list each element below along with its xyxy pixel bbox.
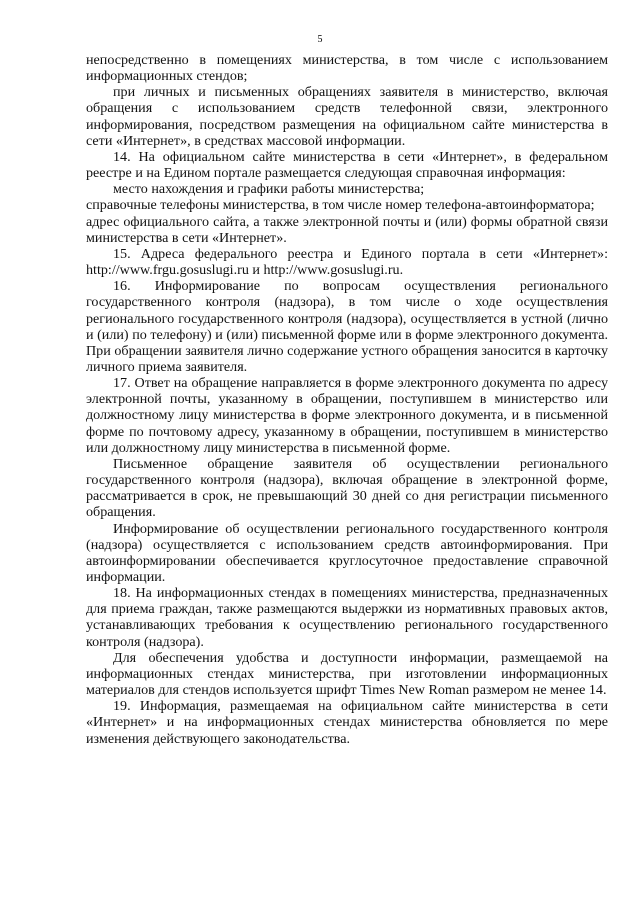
paragraph-6: адрес официального сайта, а также электронной почты и (или) формы обратной связи министерства в сети «Интернет». [86,213,608,246]
paragraph-3-item-14: 14. На официальном сайте министерства в сети «Интернет», в федеральном реестре и на Едином портале размещается следующая справочная информация: [86,148,608,182]
paragraph-13: Для обеспечения удобства и доступности информации, размещаемой на информационных стендах министерства, при изготовлении информационных материалов для стендов используется шрифт Times New Roman размером не менее 14. [86,649,608,699]
paragraph-14-item-19: 19. Информация, размещаемая на официальном сайте министерства в сети «Интернет» и на информационных стендах министерства обновляется по мере изменения действующего законодательства. [86,698,608,747]
paragraph-11: Информирование об осуществлении регионального государственного контроля (надзора) осуществляется с использованием средств автоинформирования. При автоинформировании обеспечивается круглосуточное предоставление справочной информации. [86,520,608,585]
document-body [86,52,608,747]
paragraph-1: непосредственно в помещениях министерства, в том числе с использованием информационных стендов; [86,52,608,85]
paragraph-9-item-17: 17. Ответ на обращение направляется в форме электронного документа по адресу электронной почты, указанному в обращении, поступившем в министерство или должностному лицу министерства в форме электронного документа, и в письменной форме по почтовому адресу, указанному в обращении, поступившем в министерство или должностному лицу министерства в письменной форме. [86,375,608,456]
paragraph-7-item-15: 15. Адреса федерального реестра и Единого портала в сети «Интернет»: http://www.frgu.gosuslugi.ru и http://www.gosuslugi.ru. [86,245,608,279]
paragraph-12-item-18: 18. На информационных стендах в помещениях министерства, предназначенных для приема граждан, также размещаются выдержки из нормативных правовых актов, устанавливающих требования к осуществлению регионального государственного контроля (надзора). [86,585,608,650]
paragraph-8-item-16: 16. Информирование по вопросам осуществления регионального государственного контроля (надзора), в том числе о ходе осуществления регионального государственного контроля (надзора), осуществляется в устной (лично и (или) по телефону) и (или) письменной форме или в форме электронного документа. При обращении заявителя лично содержание устного обращения заносится в карточку личного приема заявителя. [86,278,608,375]
paragraph-10: Письменное обращение заявителя об осуществлении регионального государственного контроля (надзора), включая обращение в электронной форме, рассматривается в срок, не превышающий 30 дней со дня регистрации письменного обращения. [86,455,608,521]
paragraph-5: справочные телефоны министерства, в том числе номер телефона-автоинформатора; [86,197,595,214]
page-number: 5 [317,34,323,45]
paragraph-2: при личных и письменных обращениях заявителя в министерство, включая обращения с использованием средств телефонной связи, электронного информирования, посредством размещения на официальном сайте министерства в сети «Интернет», в средствах массовой информации. [86,84,608,149]
paragraph-4: место нахождения и графики работы министерства; [113,181,425,198]
